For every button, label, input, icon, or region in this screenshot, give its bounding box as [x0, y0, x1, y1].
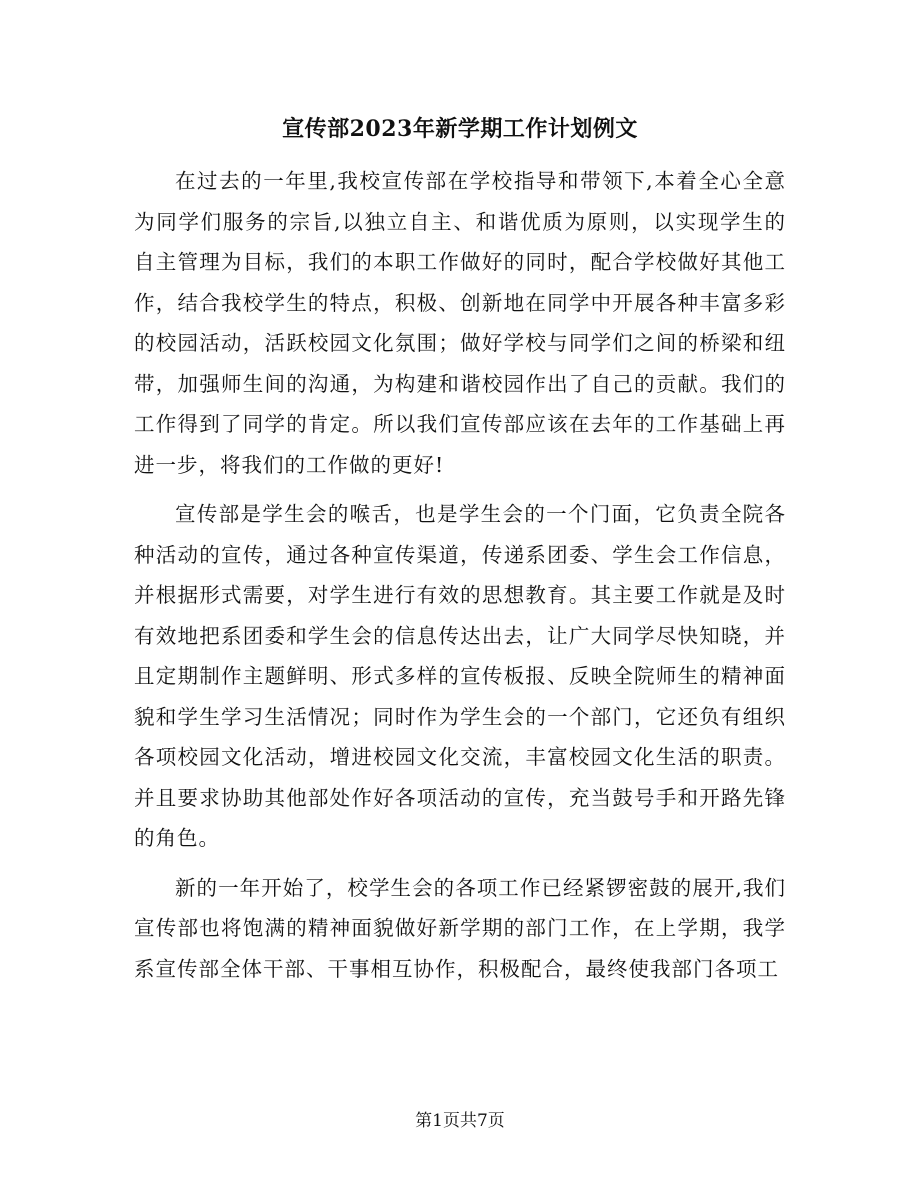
document-title: 宣传部2023年新学期工作计划例文 [282, 116, 638, 142]
paragraph-2: 宣传部是学生会的喉舌，也是学生会的一个门面，它负责全院各种活动的宣传，通过各种宣传渠道，传递系团委、学生会工作信息，并根据形式需要，对学生进行有效的思想教育。其主要工作就是及时有效地把系团委和学生会的信息传达出去，让广大同学尽快知晓，并且定期制作主题鲜明、形式多样的宣传板报、反映全院师生的精神面貌和学生学习生活情况；同时作为学生会的一个部门，它还负有组织各项校园文化活动，增进校园文化交流，丰富校园文化生活的职责。并且要求协助其他部处作好各项活动的宣传，充当鼓号手和开路先锋的角色。 [134, 502, 786, 850]
paragraph-3: 新的一年开始了，校学生会的各项工作已经紧锣密鼓的展开,我们宣传部也将饱满的精神面貌做好新学期的部门工作，在上学期，我学系宣传部全体干部、干事相互协作，积极配合，最终使我部门各项工 [134, 875, 786, 981]
page-number-footer: 第1页共7页 [415, 1111, 505, 1131]
document-body [134, 161, 786, 998]
paragraph-1: 在过去的一年里,我校宣传部在学校指导和带领下,本着全心全意为同学们服务的宗旨,以独立自主、和谐优质为原则，以实现学生的自主管理为目标，我们的本职工作做好的同时，配合学校做好其他工作，结合我校学生的特点，积极、创新地在同学中开展各种丰富多彩的校园活动，活跃校园文化氛围；做好学校与同学们之间的桥梁和纽带，加强师生间的沟通，为构建和谐校园作出了自己的贡献。我们的工作得到了同学的肯定。所以我们宣传部应该在去年的工作基础上再进一步，将我们的工作做的更好! [134, 169, 786, 477]
